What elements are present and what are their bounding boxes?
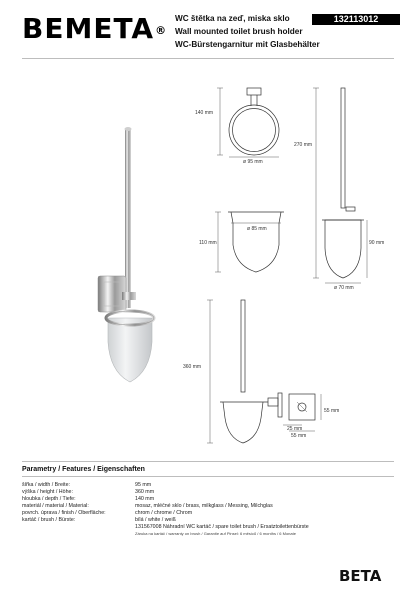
product-code-badge: 132113012 [312,14,400,25]
bowl-body [231,212,281,272]
registered-mark: ® [155,24,168,37]
param-label: výška / height / Höhe: [22,489,73,495]
params-title-underline [22,476,394,477]
dim-base-width: 55 mm [291,433,307,439]
front-handle [241,300,245,392]
drawing-glass-bowl [215,212,284,272]
param-label: povrch. úprava / finish / Oberfläche: [22,510,106,516]
param-value: 140 mm [135,496,155,502]
dim-bowl-height: 110 mm [199,240,217,246]
params-divider [22,461,394,462]
param-value: 95 mm [135,482,152,488]
dim-brush-bowl-height: 90 mm [369,240,385,246]
side-handle [341,88,345,208]
photo-glass-bowl [108,318,152,382]
param-value: bílá / white / weiß [135,517,176,523]
front-arm [268,398,278,406]
ring-inner [233,109,276,152]
photo-arm [122,292,136,300]
side-mount [346,207,355,211]
dim-total-height: 270 mm [294,142,313,148]
warranty-note: Záruka na kartáč / warranty on brush / Garantie auf Pinsel: 6 měsíců / 6 months / 6 Monate [135,531,296,536]
title-english: Wall mounted toilet brush holder [175,27,303,36]
dim-ring-diameter: ø 95 mm [243,159,263,165]
parameters-title: Parametry / Features / Eigenschaften [22,466,145,473]
param-label: kartáč / brush / Bürste: [22,517,76,523]
drawing-front-assembly [207,300,282,443]
param-label: materiál / material / Material: [22,503,89,509]
param-value: 131567008 Náhradní WC kartáč / spare toilet brush / Ersatztoilettenbürste [135,524,309,530]
dim-base-offset: 25 mm [287,426,303,432]
dim-base-height: 55 mm [324,408,340,414]
front-bowl [223,402,263,443]
side-bowl [325,220,361,278]
base-plate-mark [297,402,307,412]
title-czech: WC štětka na zeď, miska sklo [175,14,290,23]
dim-brush-diameter: ø 70 mm [334,285,354,291]
param-value: mosaz, mléčné sklo / brass, milkglass / Messing, Milchglas [135,503,273,509]
front-wall-plate [278,393,282,417]
ring-mount [247,88,261,95]
product-photo [98,127,154,382]
drawing-brush-side [313,88,367,283]
series-name: BETA [339,567,382,585]
title-german: WC-Bürstengarnitur mit Glasbehälter [175,40,320,49]
param-value: 360 mm [135,489,155,495]
drawing-ring-top [217,88,279,157]
dim-full-height: 360 mm [183,364,202,370]
brand-name: BEMETA [22,12,155,45]
param-label: hloubka / depth / Tiefe: [22,496,76,502]
dim-bowl-diameter: ø 85 mm [247,226,267,232]
photo-handle-cap [125,127,132,131]
dim-ring-height: 140 mm [195,110,214,116]
param-value: chrom / chrome / Chrom [135,510,193,516]
ring-outer [229,105,279,155]
param-label: šířka / width / Breite: [22,482,70,488]
photo-wall-plate [98,276,126,312]
